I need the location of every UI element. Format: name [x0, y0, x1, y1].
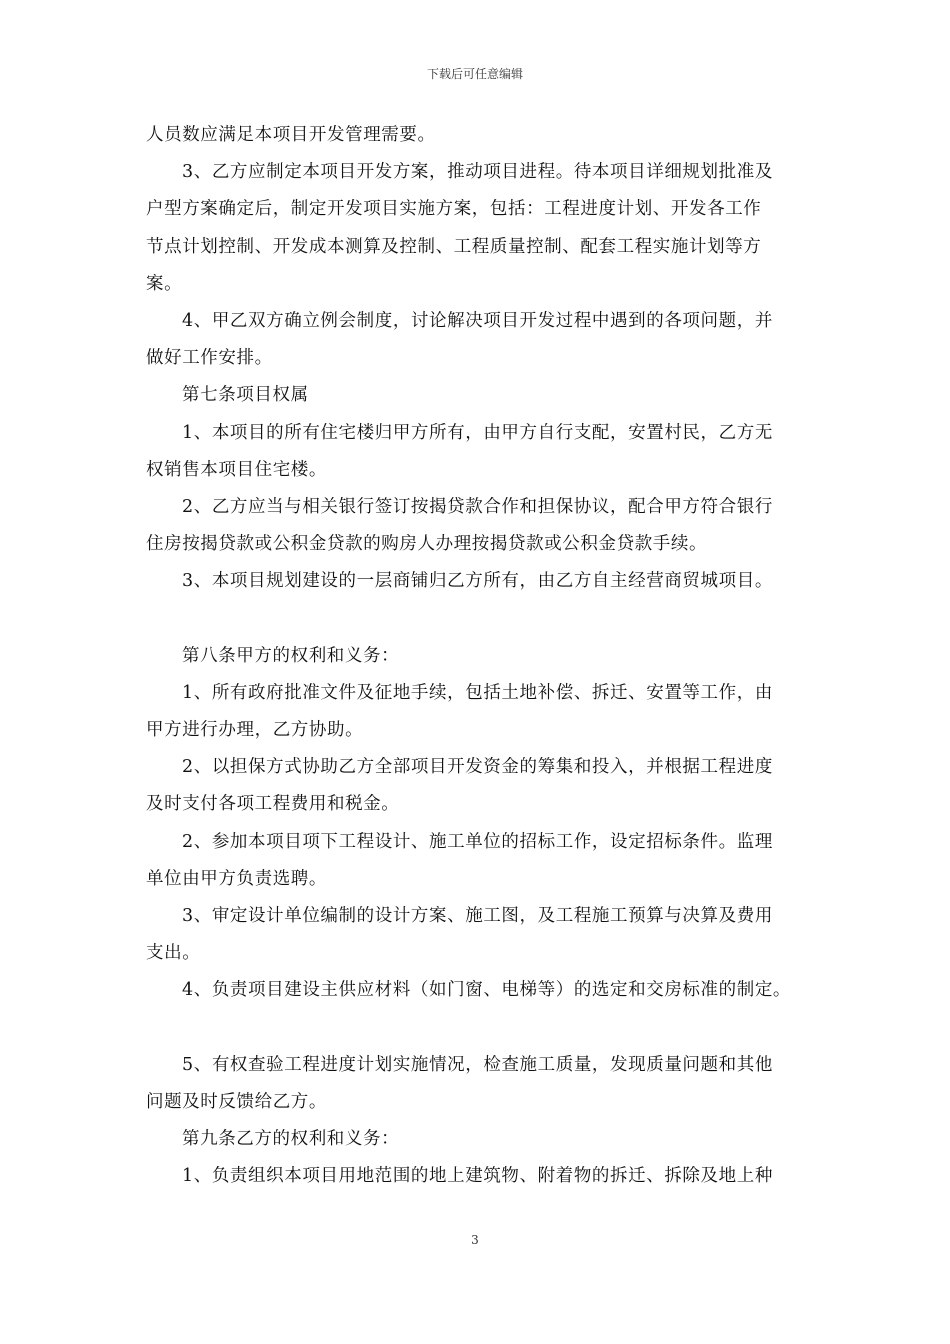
paragraph-line: 问题及时反馈给乙方。 — [146, 1091, 327, 1112]
paragraph-line: 4、甲乙双方确立例会制度，讨论解决项目开发过程中遇到的各项问题，并 — [182, 310, 773, 331]
paragraph-line: 3、审定设计单位编制的设计方案、施工图，及工程施工预算与决算及费用 — [182, 905, 773, 926]
paragraph-line: 住房按揭贷款或公积金贷款的购房人办理按揭贷款或公积金贷款手续。 — [146, 534, 708, 555]
paragraph-line: 单位由甲方负责选聘。 — [146, 868, 327, 889]
paragraph-line: 2、乙方应当与相关银行签订按揭贷款合作和担保协议，配合甲方符合银行 — [182, 496, 773, 517]
section-heading: 第八条甲方的权利和义务： — [182, 645, 400, 666]
paragraph-line: 及时支付各项工程费用和税金。 — [146, 794, 400, 815]
paragraph-line: 甲方进行办理，乙方协助。 — [146, 720, 364, 740]
page-number: 3 — [471, 1233, 479, 1247]
paragraph-line: 5、有权查验工程进度计划实施情况，检查施工质量，发现质量问题和其他 — [182, 1054, 773, 1075]
document-body — [146, 124, 811, 1202]
paragraph-line: 1、所有政府批准文件及征地手续，包括土地补偿、拆迁、安置等工作，由 — [182, 682, 773, 703]
section-heading: 第七条项目权属 — [182, 385, 309, 406]
section-heading: 第九条乙方的权利和义务： — [182, 1129, 400, 1150]
paragraph-line: 人员数应满足本项目开发管理需要。 — [146, 125, 436, 145]
paragraph-line: 4、负责项目建设主供应材料（如门窗、电梯等）的选定和交房标准的制定。 — [182, 980, 792, 1001]
blank-line — [146, 607, 811, 644]
paragraph-line: 2、以担保方式协助乙方全部项目开发资金的筹集和投入，并根据工程进度 — [182, 757, 773, 778]
paragraph-line: 3、乙方应制定本项目开发方案，推动项目进程。待本项目详细规划批准及 — [182, 162, 773, 183]
page-header: 下载后可任意编辑 — [426, 67, 523, 81]
paragraph-line: 支出。 — [146, 943, 201, 964]
paragraph-line: 3、本项目规划建设的一层商铺归乙方所有，由乙方自主经营商贸城项目。 — [182, 571, 773, 592]
paragraph-line: 权销售本项目住宅楼。 — [146, 459, 327, 480]
paragraph-line: 1、本项目的所有住宅楼归甲方所有，由甲方自行支配，安置村民，乙方无 — [182, 422, 773, 443]
blank-line — [146, 1017, 811, 1054]
paragraph-line: 2、参加本项目项下工程设计、施工单位的招标工作，设定招标条件。监理 — [182, 831, 773, 852]
paragraph-line: 做好工作安排。 — [146, 348, 273, 369]
paragraph-line: 案。 — [146, 273, 183, 294]
paragraph-line: 1、负责组织本项目用地范围的地上建筑物、附着物的拆迁、拆除及地上种 — [182, 1166, 773, 1187]
paragraph-line: 节点计划控制、开发成本测算及控制、工程质量控制、配套工程实施计划等方 — [146, 236, 762, 257]
paragraph-line: 户型方案确定后，制定开发项目实施方案，包括：工程进度计划、开发各工作 — [146, 199, 762, 220]
